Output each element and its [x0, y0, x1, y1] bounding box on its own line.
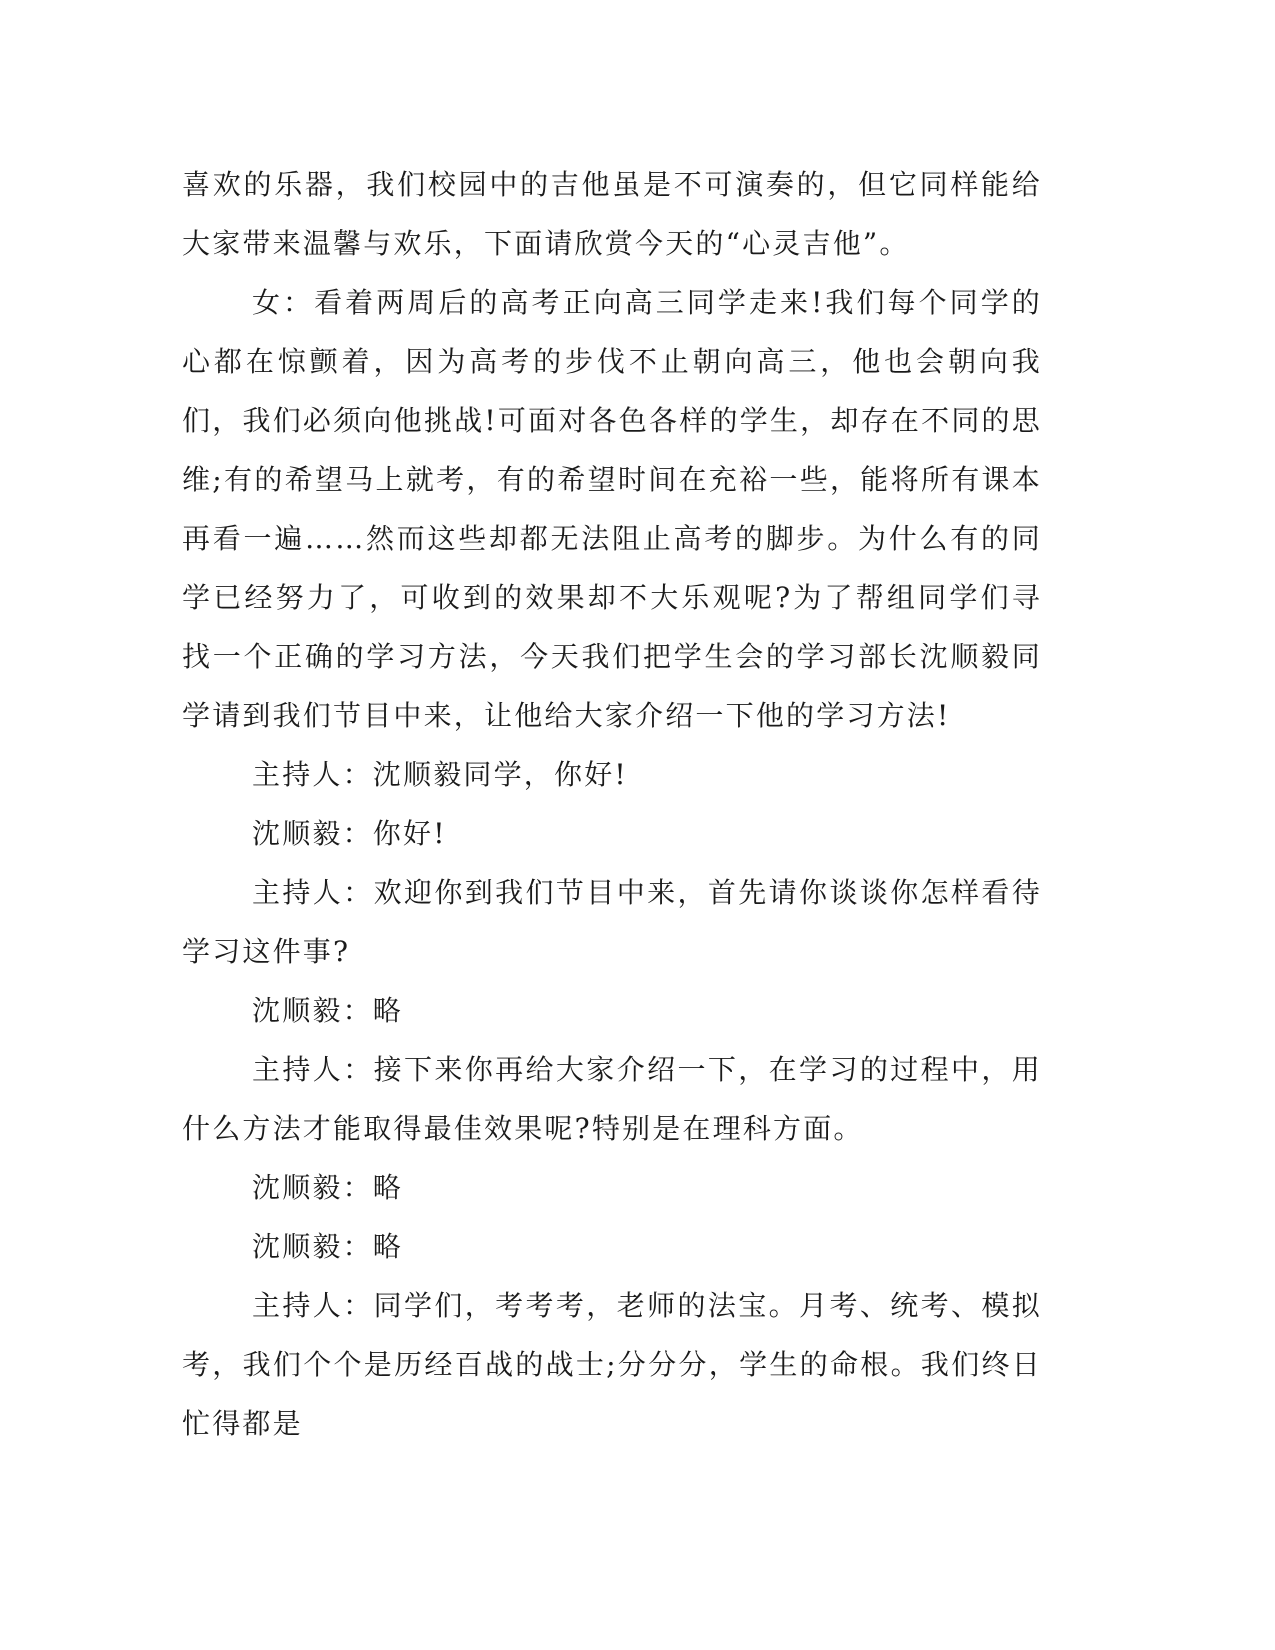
paragraph-2: 女：看着两周后的高考正向高三同学走来!我们每个同学的心都在惊颤着，因为高考的步伐不止朝向高三，他也会朝向我们，我们必须向他挑战!可面对各色各样的学生，却存在不同的思维;有的希望马上就考，有的希望时间在充裕一些，能将所有课本再看一遍……然而这些却都无法阻止高考的脚步。为什么有的同学已经努力了，可收到的效果却不大乐观呢?为了帮组同学们寻找一个正确的学习方法，今天我们把学生会的学习部长沈顺毅同学请到我们节目中来，让他给大家介绍一下他的学习方法! — [182, 286, 1042, 732]
paragraph-9: 沈顺毅：略 — [252, 1230, 404, 1263]
paragraph-7: 主持人：接下来你再给大家介绍一下，在学习的过程中，用什么方法才能取得最佳效果呢?特别是在理科方面。 — [182, 1053, 1042, 1145]
paragraph-5: 主持人：欢迎你到我们节目中来，首先请你谈谈你怎样看待学习这件事? — [182, 876, 1042, 968]
paragraph-4: 沈顺毅：你好! — [252, 817, 447, 850]
paragraph-1: 喜欢的乐器，我们校园中的吉他虽是不可演奏的，但它同样能给大家带来温馨与欢乐，下面请欣赏今天的“心灵吉他”。 — [182, 168, 1042, 260]
paragraph-6: 沈顺毅：略 — [252, 994, 404, 1027]
document-body — [182, 155, 1042, 1453]
paragraph-10: 主持人：同学们，考考考，老师的法宝。月考、统考、模拟考，我们个个是历经百战的战士;分分分，学生的命根。我们终日忙得都是 — [182, 1289, 1042, 1440]
paragraph-8: 沈顺毅：略 — [252, 1171, 404, 1204]
paragraph-3: 主持人：沈顺毅同学，你好! — [252, 758, 628, 791]
